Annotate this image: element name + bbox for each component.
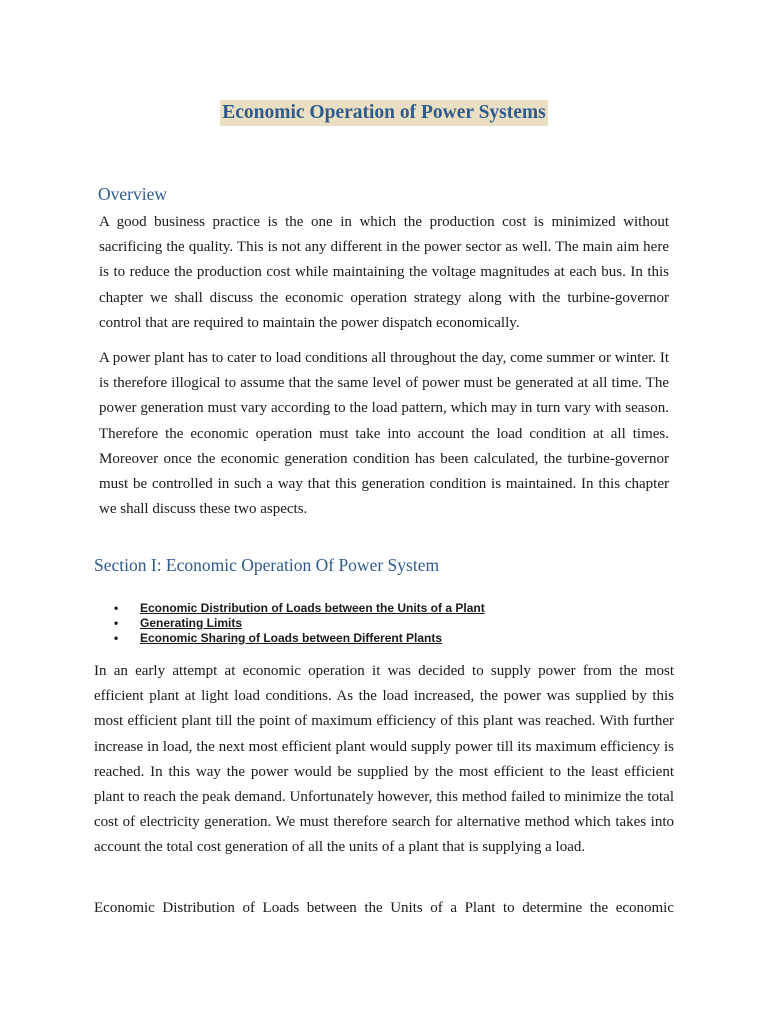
link-generating-limits[interactable]: Generating Limits — [140, 616, 243, 630]
bullet-icon: • — [114, 631, 119, 645]
bullet-icon: • — [114, 601, 119, 615]
overview-heading: Overview — [98, 184, 168, 204]
title-wrapper — [0, 100, 768, 126]
document-title: Economic Operation of Power Systems — [220, 100, 548, 126]
section-1-link-list — [114, 601, 485, 646]
list-item — [114, 616, 485, 631]
section-1-paragraph-1: In an early attempt at economic operation it was decided to supply power from the most efficient plant at light load conditions. As the load increased, the power was supplied by this most efficient plant till the point of maximum efficiency of this plant was reached. With further increase in load, the next most efficient plant would supply power till its maximum efficiency is reached. In this way the power would be supplied by the most efficient to the least efficient plant to reach the peak demand. Unfortunately however, this method failed to minimize the total cost of electricity generation. We must therefore search for alternative method which takes into account the total cost generation of all the units of a plant that is supplying a load. — [94, 663, 674, 856]
list-item — [114, 631, 485, 646]
link-economic-sharing[interactable]: Economic Sharing of Loads between Different Plants — [140, 631, 443, 645]
bullet-icon: • — [114, 616, 119, 630]
section-1-paragraph-2: Economic Distribution of Loads between the Units of a Plant to determine the economic — [94, 900, 674, 916]
link-economic-distribution[interactable]: Economic Distribution of Loads between the Units of a Plant — [140, 601, 485, 615]
overview-paragraph-2: A power plant has to cater to load conditions all throughout the day, come summer or winter. It is therefore illogical to assume that the same level of power must be generated at all time. The power generation must vary according to the load pattern, which may in turn vary with season. Therefore the economic operation must take into account the load condition at all times. Moreover once the economic generation condition has been calculated, the turbine-governor must be controlled in such a way that this generation condition is maintained. In this chapter we shall discuss these two aspects. — [99, 350, 669, 518]
overview-paragraph-1: A good business practice is the one in which the production cost is minimized without sacrificing the quality. This is not any different in the power sector as well. The main aim here is to reduce the production cost while maintaining the voltage magnitudes at each bus. In this chapter we shall discuss the economic operation strategy along with the turbine-governor control that are required to maintain the power dispatch economically. — [99, 214, 669, 331]
section-1-heading: Section I: Economic Operation Of Power System — [94, 555, 440, 575]
list-item — [114, 601, 485, 616]
